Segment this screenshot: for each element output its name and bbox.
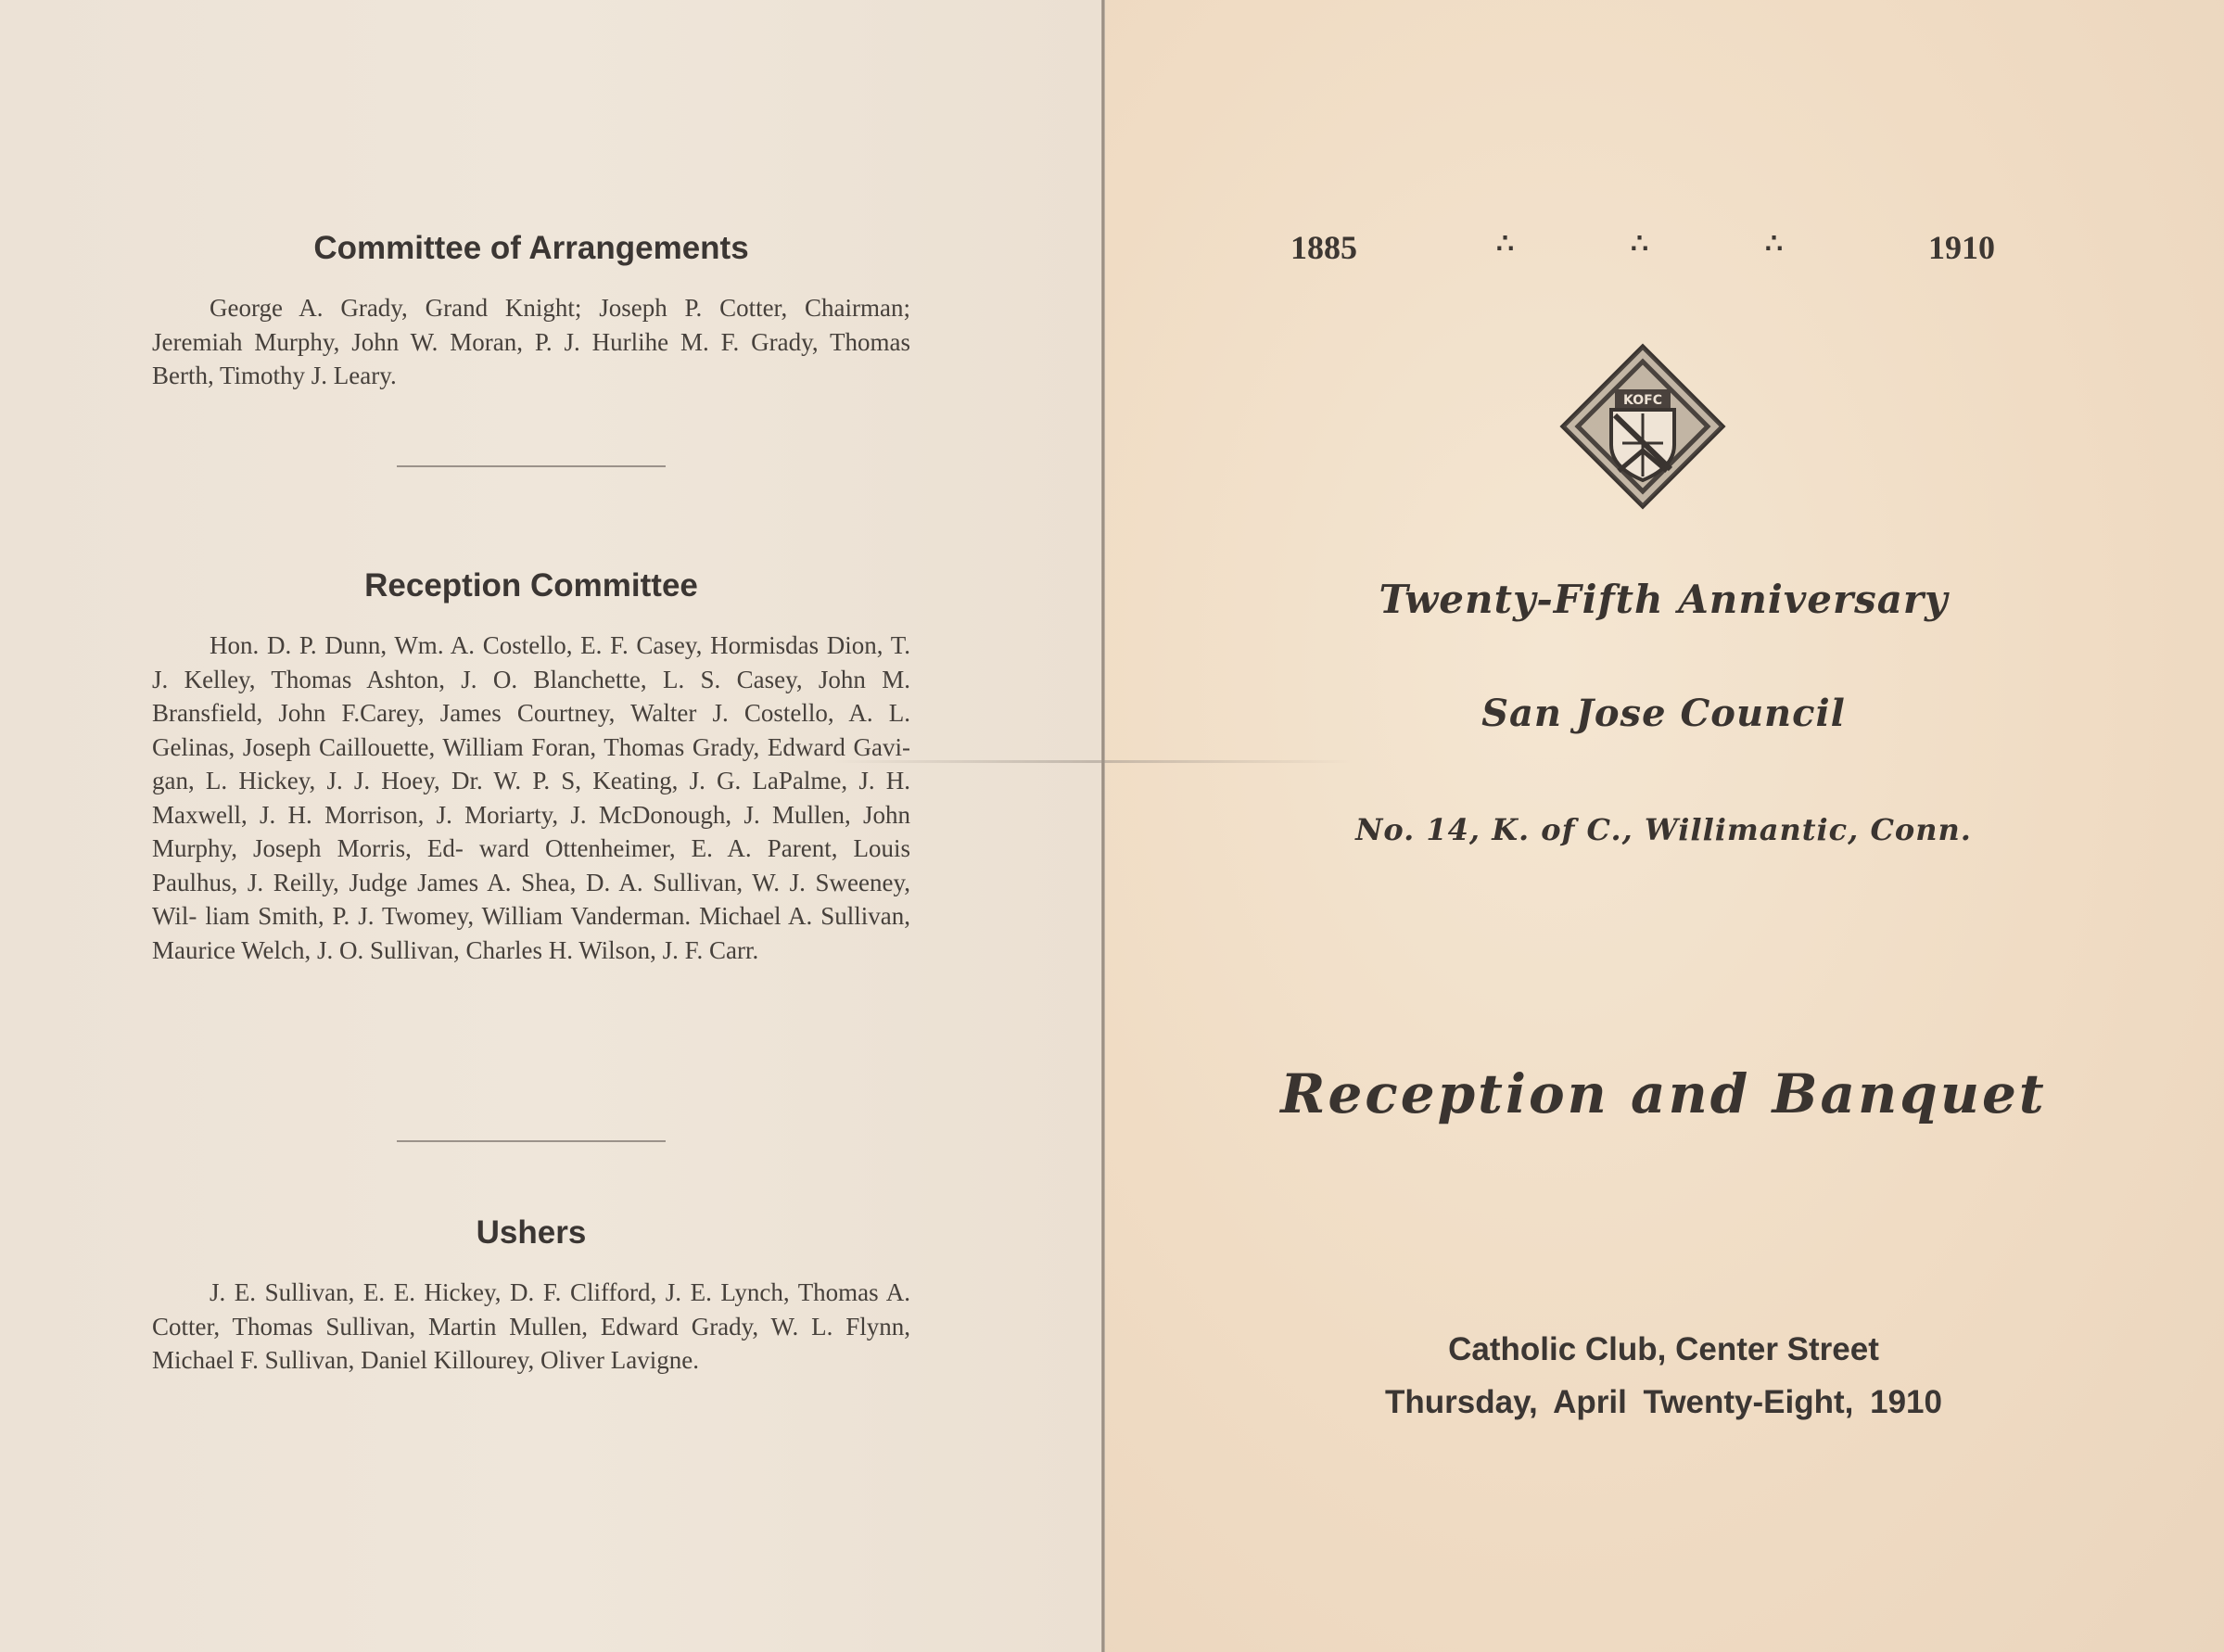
- committee-arrangements-section: [152, 230, 910, 393]
- knights-of-columbus-emblem-icon: [1557, 341, 1728, 512]
- ushers-text: J. E. Sullivan, E. E. Hickey, D. F. Clifford, J. E. Lynch, Thomas A. Cotter, Thomas Sullivan, Martin Mullen, Edward Grady, W. L. Flynn, Michael F. Sullivan, Daniel Killourey, Oliver Lavigne.: [152, 1278, 910, 1374]
- year-start: 1885: [1290, 229, 1357, 266]
- venue-text: Catholic Club, Center Street: [1448, 1331, 1879, 1367]
- paper-crease: [834, 760, 1353, 763]
- council-title: San Jose Council: [1481, 692, 1846, 735]
- separator-dots: ∴: [1765, 229, 1786, 260]
- ushers-heading: Ushers: [476, 1214, 587, 1251]
- reception-committee-heading: Reception Committee: [364, 567, 698, 604]
- section-divider: [397, 465, 666, 467]
- anniversary-years: [1290, 228, 1995, 269]
- date-text: Thursday, April Twenty-Eight, 1910: [1385, 1384, 1942, 1420]
- section-divider: [397, 1140, 666, 1142]
- committee-arrangements-text: George A. Grady, Grand Knight; Joseph P. Cotter, Chairman; Jeremiah Murphy, John W. Moran, P. J. Hurlihe M. F. Grady, Thomas Berth, Timothy J. Leary.: [152, 294, 910, 389]
- separator-dots: ∴: [1631, 229, 1651, 260]
- year-end: 1910: [1928, 229, 1995, 266]
- event-title: Reception and Banquet: [1280, 1062, 2047, 1125]
- separator-dots: ∴: [1496, 229, 1517, 260]
- committee-arrangements-heading: Committee of Arrangements: [313, 230, 749, 266]
- council-subtitle: No. 14, K. of C., Willimantic, Conn.: [1355, 812, 1972, 847]
- anniversary-title: Twenty-Fifth Anniversary: [1379, 577, 1949, 622]
- svg-text:KOFC: KOFC: [1623, 393, 1662, 408]
- ushers-section: [152, 1214, 910, 1378]
- reception-committee-text: Hon. D. P. Dunn, Wm. A. Costello, E. F. Casey, Hormisdas Dion, T. J. Kelley, Thomas Ashton, J. O. Blanchette, L. S. Casey, John M. Bransfield, John F.Carey, James Courtney, Walter J. Costello, A. L. Gelinas, Joseph Caillouette, William Foran, Thomas Grady, Edward Gavi- gan, L. Hickey, J. J. Hoey, Dr. W. P. S, Keating, J. G. LaPalme, J. H. Maxwell, J. H. Morrison, J. Moriarty, J. McDonough, J. Mullen, John Murphy, Joseph Morris, Ed- ward Ottenheimer, E. A. Parent, Louis Paulhus, J. Reilly, Judge James A. Shea, D. A. Sullivan, W. J. Sweeney, Wil- liam Smith, P. J. Twomey, William Vanderman. Michael A. Sullivan, Maurice Welch, J. O. Sullivan, Charles H. Wilson, J. F. Carr.: [152, 631, 910, 964]
- reception-committee-section: [152, 567, 910, 967]
